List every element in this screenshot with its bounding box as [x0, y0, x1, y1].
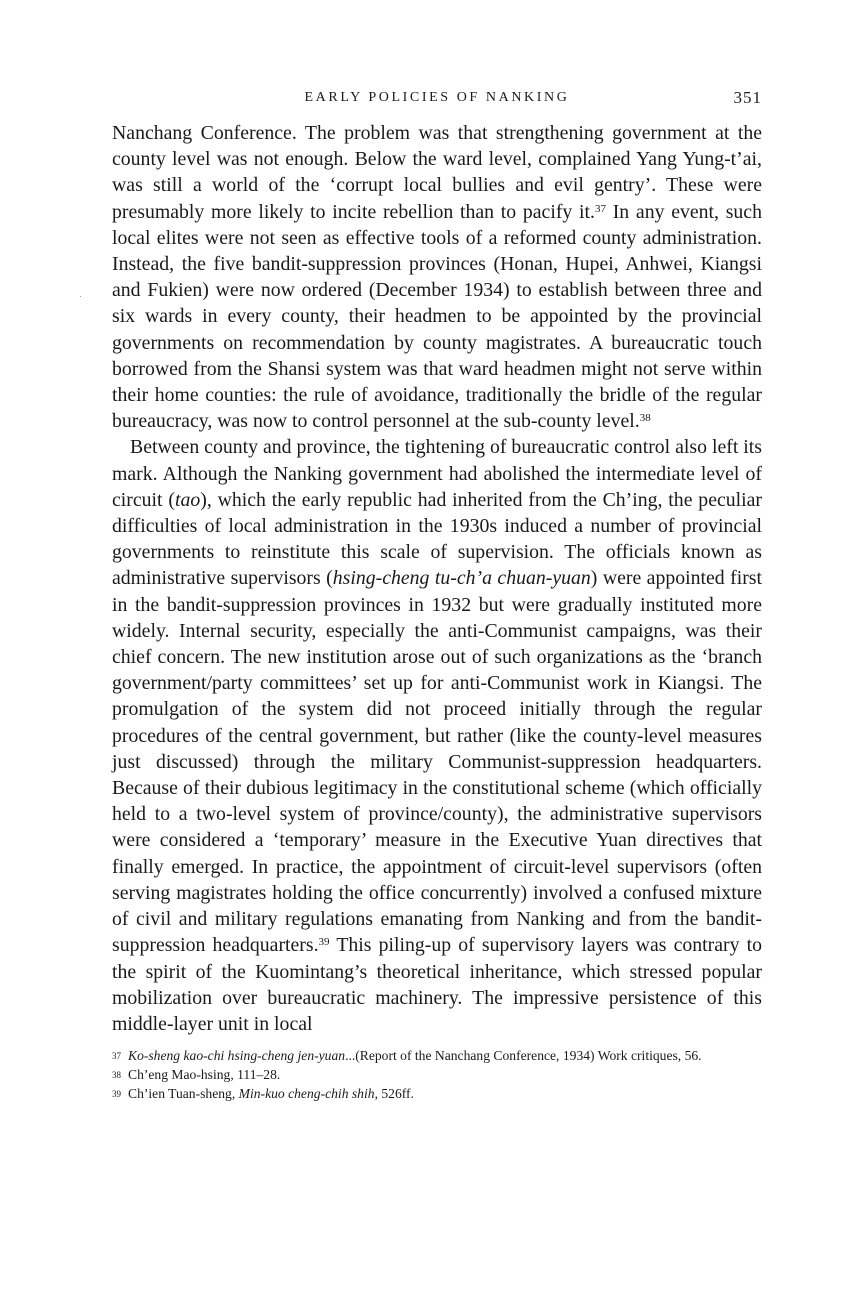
footnotes — [112, 1047, 762, 1103]
running-head — [112, 88, 762, 110]
footnote-text — [128, 1066, 762, 1084]
footnote-text — [128, 1085, 762, 1103]
footnote-ref-37[interactable]: 37 — [594, 202, 606, 215]
footnote-ref-39[interactable]: 39 — [318, 936, 330, 949]
footnote-37 — [112, 1047, 762, 1065]
book-page — [112, 88, 762, 1104]
footnote-title: Ko-sheng kao-chi hsing-cheng jen-yuan — [128, 1048, 346, 1064]
paragraph-2-text-1: Between county and province, the tightening of bureaucratic control also left its mark. Although the Nanking government had abolished the intermediate level of circuit ( — [112, 436, 762, 511]
paragraph-2-text-4: This piling-up of supervisory layers was contrary to the spirit of the Kuomintang’s theoretical inheritance, which stressed popular mobilization over bureaucratic machinery. The impressive persistence of this middle-layer unit in local — [112, 934, 762, 1035]
term-hsing-cheng: hsing-cheng tu-ch’a chuan-yuan — [332, 567, 591, 590]
footnote-ref-38[interactable]: 38 — [639, 412, 651, 425]
footnote-number: 37 — [112, 1051, 121, 1062]
footnote-body: , 526ff. — [374, 1086, 414, 1102]
footnote-body: Ch’eng Mao-hsing, 111–28. — [128, 1067, 281, 1083]
paragraph-1-text-2: In any event, such local elites were not seen as effective tools of a reformed county administration. Instead, the five bandit-suppression provinces (Honan, Hupei, Anhwei, Kiangsi and Fukien) were now ordered (December 1934) to establish between three and six wards in every county, their headmen to be appointed by the provincial governments on recommendation by county magistrates. A bureaucratic touch borrowed from the Shansi system was that ward headmen might not serve within their home counties: the rule of avoidance, traditionally the bridle of the regular bureaucracy, was now to control personnel at the sub-county level. — [112, 200, 762, 433]
paragraph-1-text-1: Nanchang Conference. The problem was that strengthening government at the county level was not enough. Below the ward level, complained Yang Yung-t’ai, was still a world of the ‘corrupt local bullies and evil gentry’. These were presumably more likely to incite rebellion than to pacify it. — [112, 122, 762, 223]
footnote-title: Min-kuo cheng-chih shih — [238, 1086, 375, 1102]
footnote-38 — [112, 1066, 762, 1084]
footnote-39 — [112, 1085, 762, 1103]
footnote-number: 39 — [112, 1089, 121, 1100]
footnote-author: Ch’ien Tuan-sheng, — [128, 1086, 239, 1102]
term-tao: tao — [174, 488, 201, 511]
footnote-text — [128, 1047, 762, 1065]
page-number: 351 — [733, 88, 762, 107]
footnote-number: 38 — [112, 1070, 121, 1081]
paragraph-2-text-2: ), which the early republic had inherited from the Ch’ing, the peculiar difficulties of local administration in the 1930s induced a number of provincial governments to reinstitute this scale of supervision. The officials known as administrative supervisors ( — [112, 488, 763, 590]
paragraph-1 — [112, 120, 762, 434]
margin-mark — [80, 296, 81, 297]
paragraph-2-text-3: ) were appointed first in the bandit-suppression provinces in 1932 but were gradually instituted more widely. Internal security, especially the anti-Communist campaigns, was their chief concern. The new institution arose out of such organizations as the ‘branch government/party committees’ set up for anti-Communist work in Kiangsi. The promulgation of the system did not proceed initially through the regular procedures of the central government, but rather (like the county-level measures just discussed) through the military Communist-suppression headquarters. Because of their dubious legitimacy in the constitutional scheme (which officially held to a two-level system of province/county), the administrative supervisors were considered a ‘temporary’ measure in the Executive Yuan directives that finally emerged. In practice, the appointment of circuit-level supervisors (often serving magistrates holding the office concurrently) involved a confused mixture of civil and military regulations emanating from Nanking and from the bandit-suppression headquarters. — [112, 567, 762, 957]
running-title: EARLY POLICIES OF NANKING — [304, 90, 570, 105]
footnote-body: ...(Report of the Nanchang Conference, 1934) Work critiques, 56. — [345, 1048, 702, 1064]
paragraph-2 — [112, 434, 762, 1037]
